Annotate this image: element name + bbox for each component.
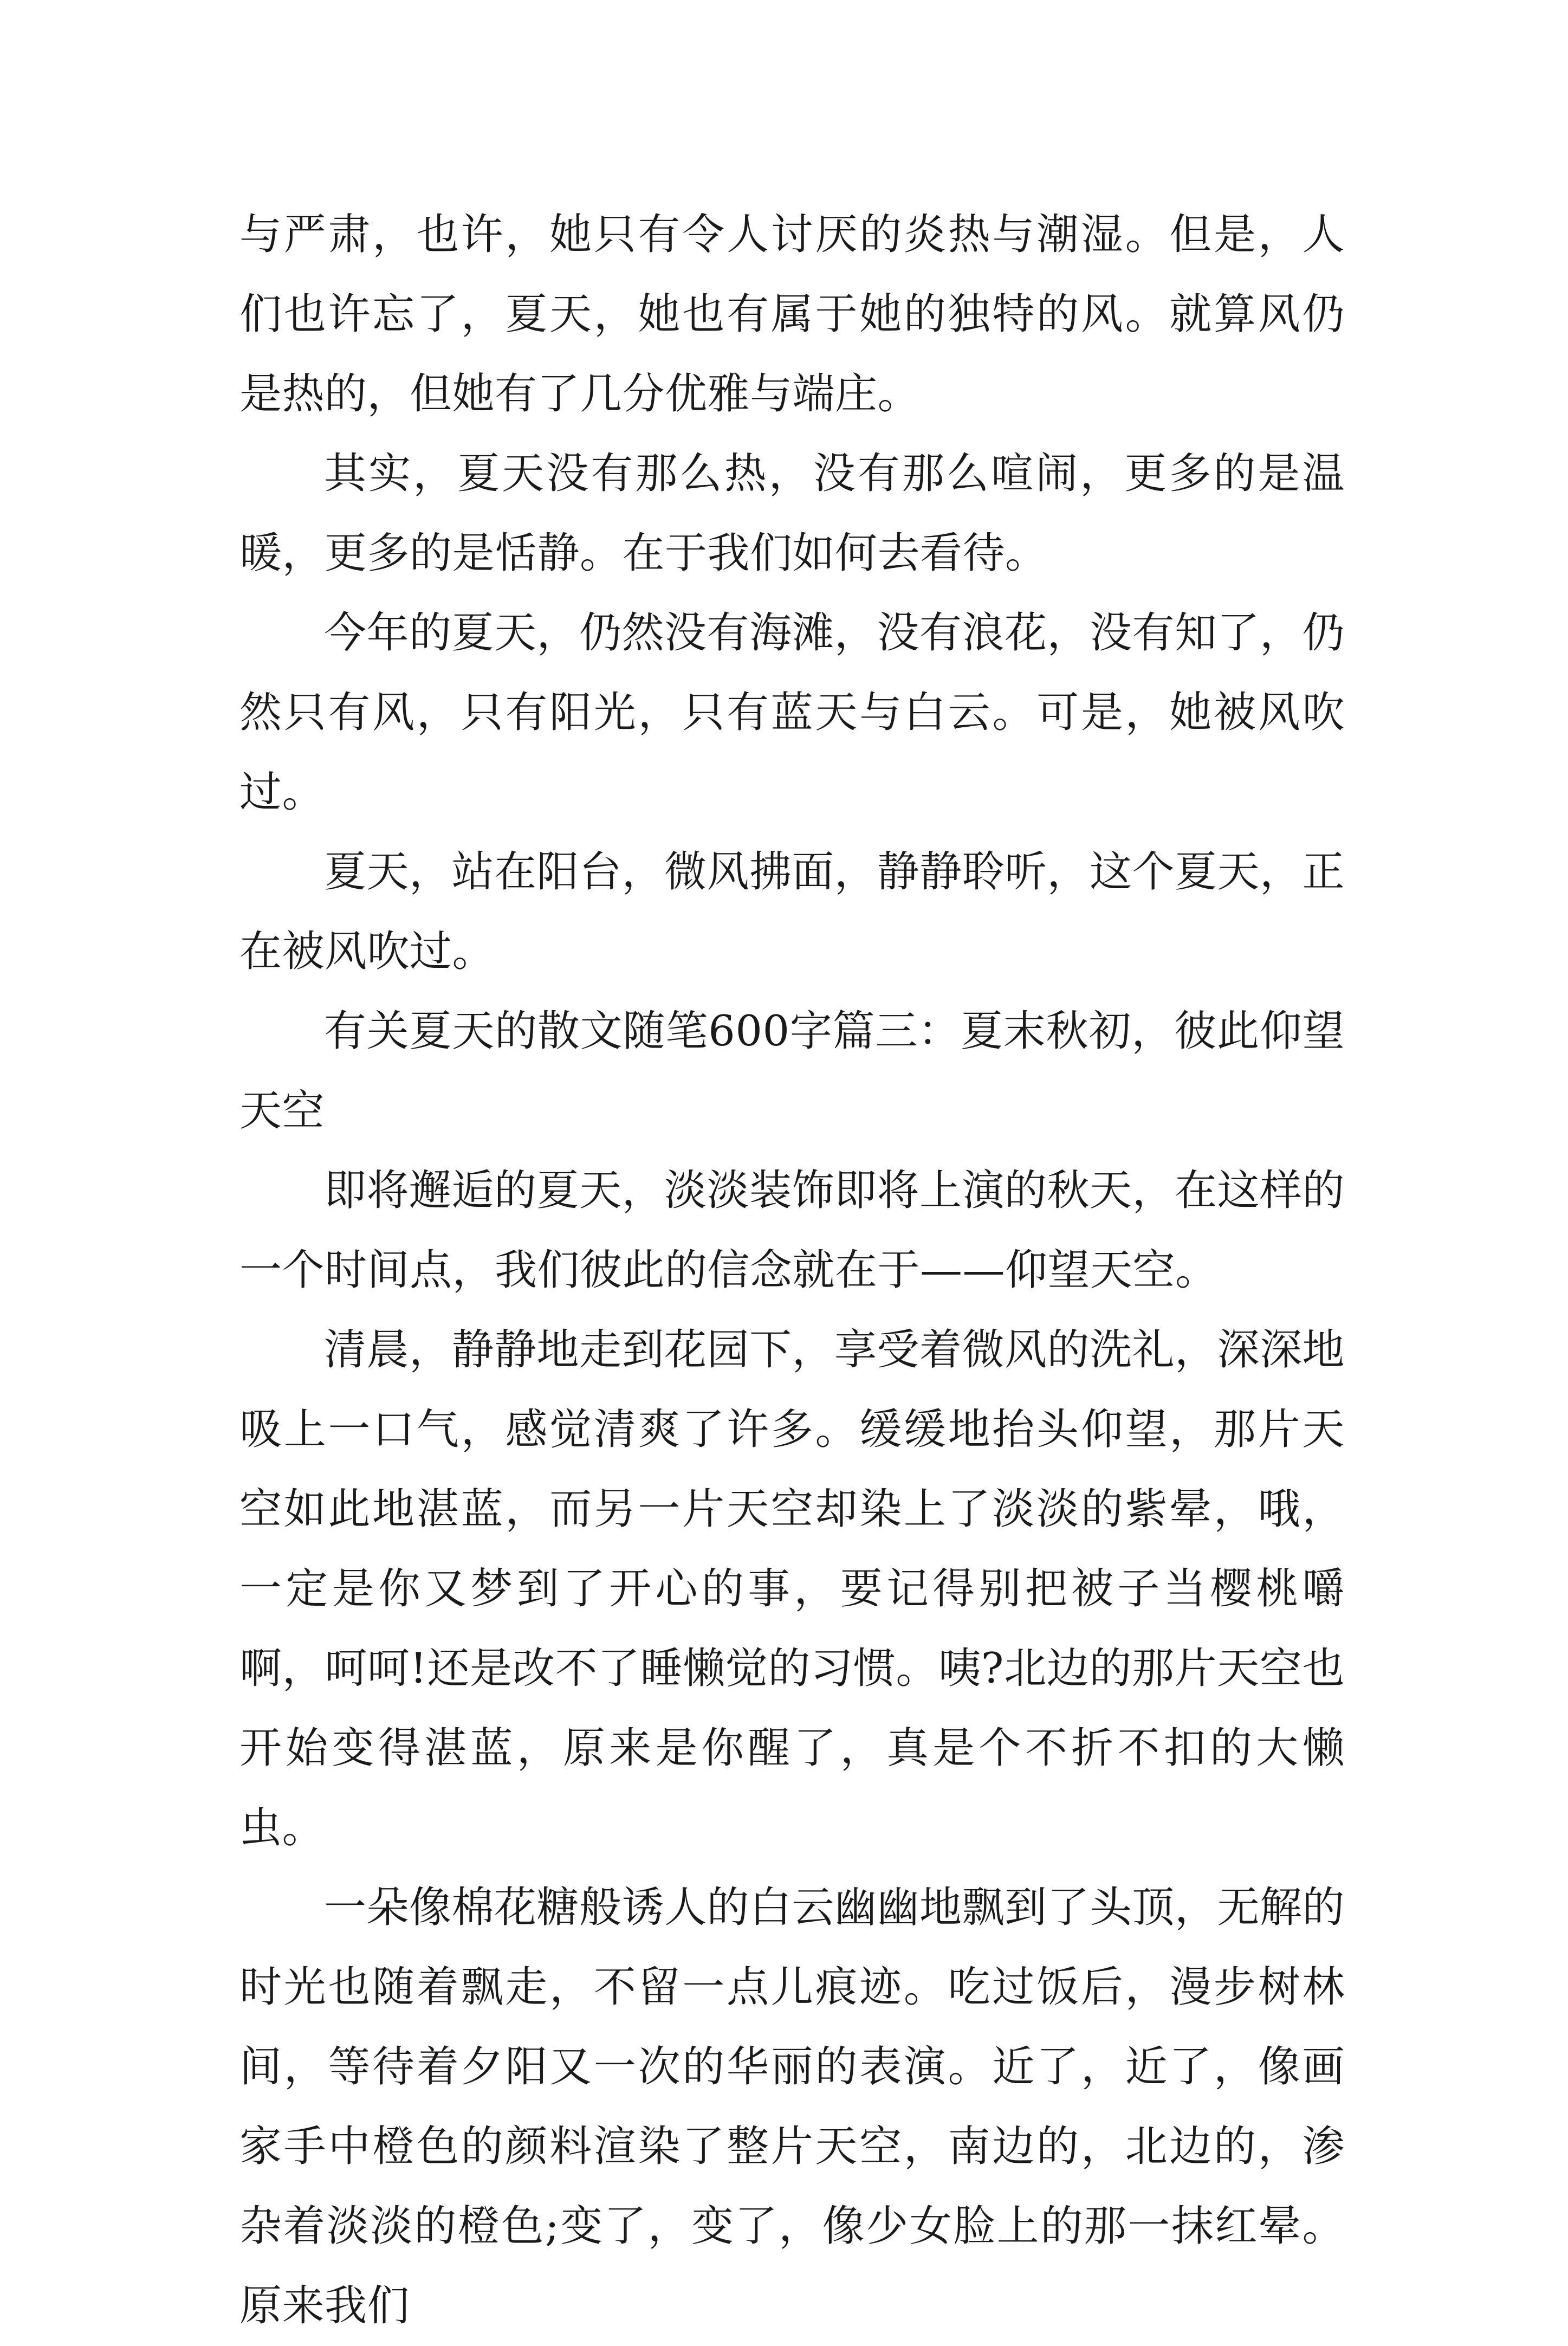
- paragraph: 夏天，站在阳台，微风拂面，静静聆听，这个夏天，正在被风吹过。: [239, 848, 1345, 976]
- paragraph: 其实，夏天没有那么热，没有那么喧闹，更多的是温暖，更多的是恬静。在于我们如何去看待。: [239, 449, 1345, 578]
- paragraph: 即将邂逅的夏天，淡淡装饰即将上演的秋天，在这样的一个时间点，我们彼此的信念就在于——仰望天空。: [239, 1166, 1345, 1295]
- paragraph: 今年的夏天，仍然没有海滩，没有浪花，没有知了，仍然只有风，只有阳光，只有蓝天与白云。可是，她被风吹过。: [239, 609, 1345, 817]
- paragraph: 一朵像棉花糖般诱人的白云幽幽地飘到了头顶，无解的时光也随着飘走，不留一点儿痕迹。吃过饭后，漫步树林间，等待着夕阳又一次的华丽的表演。近了，近了，像画家手中橙色的颜料渲染了整片天空，南边的，北边的，渗杂着淡淡的橙色;变了，变了，像少女脸上的那一抹红晕。原来我们: [239, 1883, 1345, 2330]
- paragraph: 清晨，静静地走到花园下，享受着微风的洗礼，深深地吸上一口气，感觉清爽了许多。缓缓地抬头仰望，那片天空如此地湛蓝，而另一片天空却染上了淡淡的紫晕，哦，一定是你又梦到了开心的事，要记得别把被子当樱桃嚼啊，呵呵!还是改不了睡懒觉的习惯。咦?北边的那片天空也开始变得湛蓝，原来是你醒了，真是个不折不扣的大懒虫。: [239, 1326, 1345, 1852]
- body-text: [239, 195, 1345, 2346]
- section-heading: 有关夏天的散文随笔600字篇三：夏末秋初，彼此仰望天空: [239, 1007, 1345, 1135]
- paragraph-continued: 与严肃，也许，她只有令人讨厌的炎热与潮湿。但是，人们也许忘了，夏天，她也有属于她的独特的风。就算风仍是热的，但她有了几分优雅与端庄。: [239, 210, 1345, 418]
